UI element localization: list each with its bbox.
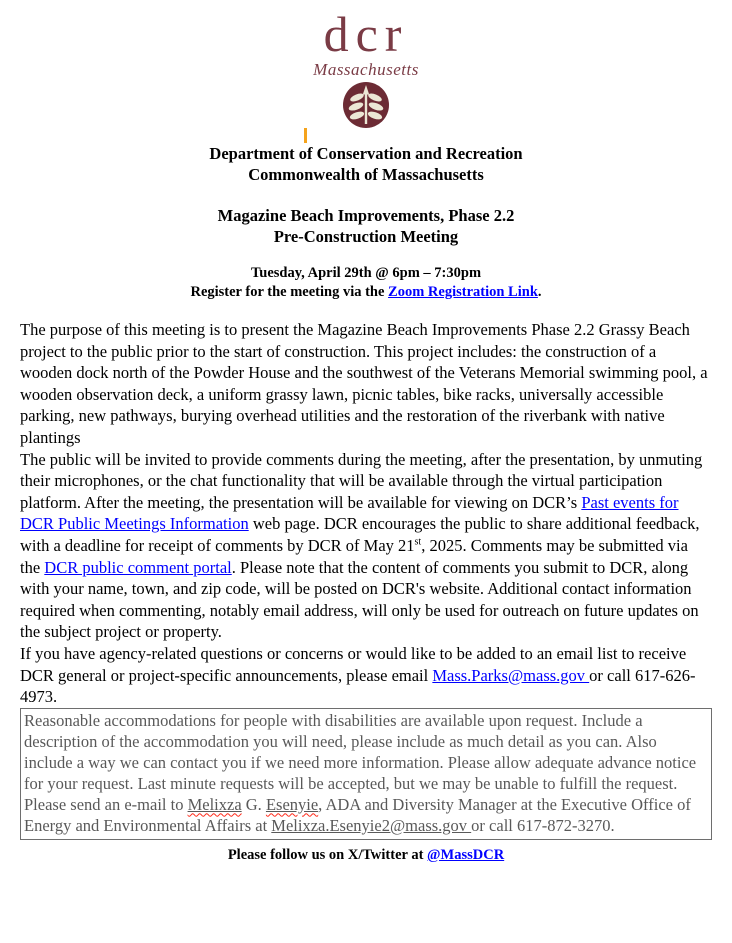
ada-manager-last-name: Esenyie <box>265 794 319 814</box>
masthead <box>20 8 712 302</box>
p2-text-4: . Please note that the content of comments you submit to DCR, along with your name, town, and zip code, will be posted on DCR's website. Additional contact information required when commenting, notably email address, will only be used for outreach on future updates on the subject project or property. <box>20 557 699 642</box>
footer-social-line <box>20 846 712 865</box>
spacer <box>20 247 712 264</box>
accommodation-notice-box <box>20 708 712 840</box>
spacer <box>20 185 712 205</box>
accommodation-text-3: or call 617-872-3270. <box>471 815 615 835</box>
cursor-row <box>20 128 712 143</box>
org-name-line2: Commonwealth of Massachusetts <box>248 165 484 184</box>
ada-manager-first-name: Melixza <box>187 794 242 814</box>
register-line <box>20 283 712 302</box>
paragraph-purpose: The purpose of this meeting is to present the Magazine Beach Improvements Phase 2.2 Grassy Beach project to the public prior to the start of construction. This project includes: the construction of a wooden dock north of the Powder House and the southwest of the Veterans Memorial swimming pool, a wooden observation deck, a uniform grassy lawn, picnic tables, bike racks, universally accessible parking, new pathways, burying overhead utilities and the restoration of the riverbank with native plantings <box>20 320 708 447</box>
zoom-registration-link[interactable]: Zoom Registration Link <box>388 284 538 300</box>
document-body <box>20 319 712 840</box>
meeting-datetime: Tuesday, April 29th @ 6pm – 7:30pm <box>250 265 482 281</box>
dcr-comment-portal-link[interactable]: DCR public comment portal <box>44 557 232 577</box>
ada-manager-middle: G. <box>241 794 266 814</box>
massdcr-twitter-link[interactable]: @MassDCR <box>427 846 505 863</box>
meeting-title-line1: Magazine Beach Improvements, Phase 2.2 <box>217 206 515 225</box>
p2-text-2: web page. DCR encourages the public to share additional feedback, with a deadline for receipt of comments by DCR of May 21 <box>20 514 700 555</box>
accommodation-text-1: Reasonable accommodations for people with disabilities are available upon request. Include a description of the accommodation you will need, please include as much detail as you can. Also include a way we can contact you if we need more information. Please allow adequate advance notice for your request. Last minute requests will be accepted, but we may be unable to fulfill the request. Please send an e-mail to <box>24 710 697 814</box>
ordinal-superscript: st <box>414 536 422 548</box>
meeting-title-line2: Pre-Construction Meeting <box>273 227 459 246</box>
ada-manager-email-link[interactable]: Melixza.Esenyie2@mass.gov <box>271 815 472 835</box>
mass-parks-email-link[interactable]: Mass.Parks@mass.gov <box>432 665 590 685</box>
paragraph-public-comments <box>20 449 712 643</box>
past-events-link[interactable]: Past events for DCR Public Meetings Information <box>20 492 679 534</box>
footer-prefix-text: Please follow us on X/Twitter at <box>227 846 428 863</box>
dcr-logo-wordmark: dcr <box>323 6 409 62</box>
p3-text-1: If you have agency-related questions or concerns or would like to be added to an email list to receive DCR general or project-specific announcements, please email <box>20 643 687 685</box>
text-cursor <box>304 128 307 143</box>
paragraph-contact <box>20 643 712 708</box>
register-prefix-text: Register for the meeting via the <box>190 284 389 300</box>
org-name-line1: Department of Conservation and Recreation <box>209 144 523 163</box>
leaf-icon <box>343 82 389 128</box>
p2-text-3: , 2025. Comments may be submitted via the <box>20 535 688 577</box>
dcr-logo-tagline: Massachusetts <box>313 60 419 79</box>
p2-text-1: The public will be invited to provide comments during the meeting, after the presentation, by unmuting their microphones, or the chat functionality that will be available through the virtual participation platform. After the meeting, the presentation will be available for viewing on DCR’s <box>20 449 703 512</box>
accommodation-text-2: , ADA and Diversity Manager at the Executive Office of Energy and Environmental Affairs at <box>24 794 691 835</box>
p3-text-2: or call 617-626-4973. <box>20 665 696 707</box>
register-suffix-text: . <box>537 284 542 300</box>
dcr-leaf-badge <box>20 82 712 128</box>
